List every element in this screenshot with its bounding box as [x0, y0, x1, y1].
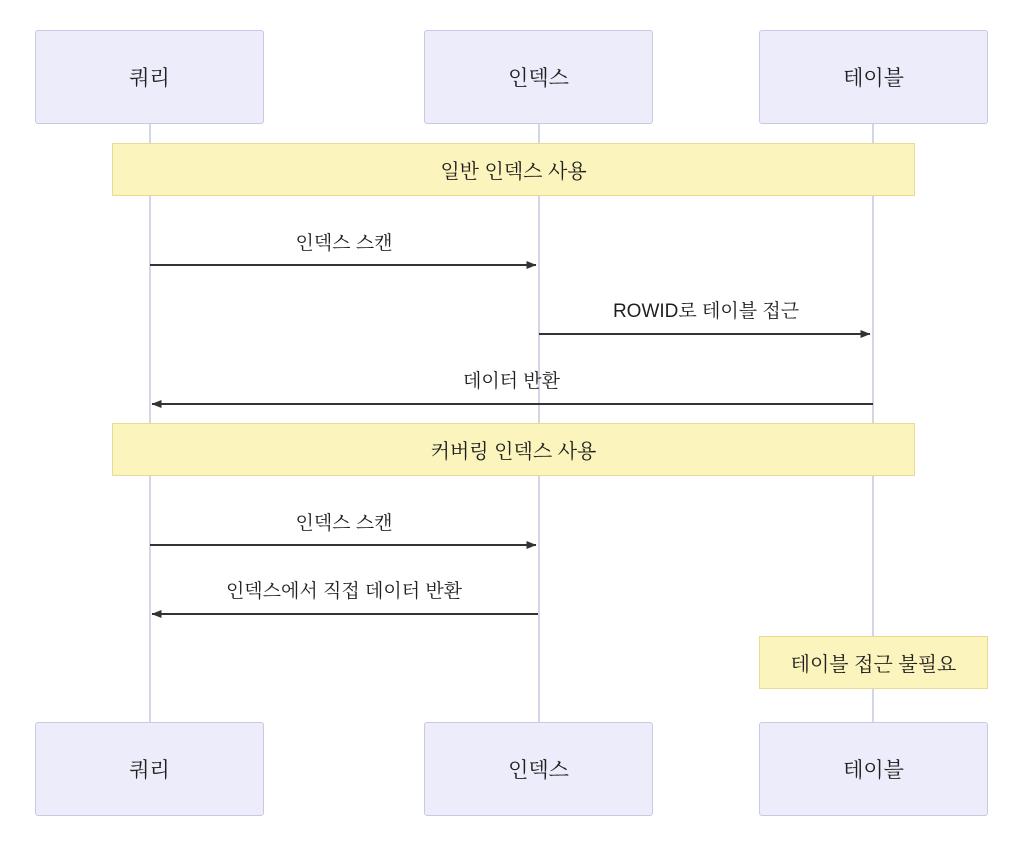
message-label-return-data: 데이터 반환	[462, 371, 561, 392]
message-label-index-scan-2: 인덱스 스캔	[295, 513, 393, 534]
note-label: 테이블 접근 불필요	[790, 654, 957, 676]
note-band-normal-index	[112, 143, 915, 196]
note-no-table-access	[759, 636, 988, 689]
participant-table-top[interactable]	[759, 30, 988, 124]
message-label-index-scan-1: 인덱스 스캔	[295, 233, 393, 254]
participant-label: 테이블	[843, 759, 904, 782]
participant-label: 테이블	[843, 67, 904, 90]
participant-query-top[interactable]	[35, 30, 264, 124]
participant-label: 쿼리	[129, 67, 170, 90]
message-label-rowid-table-access: ROWID로 테이블 접근	[612, 301, 800, 322]
participant-index-bottom[interactable]	[424, 722, 653, 816]
participant-index-top[interactable]	[424, 30, 653, 124]
note-band-label: 커버링 인덱스 사용	[430, 441, 597, 463]
participant-label: 쿼리	[129, 759, 170, 782]
participant-label: 인덱스	[508, 67, 569, 90]
note-band-covering-index	[112, 423, 915, 476]
participant-query-bottom[interactable]	[35, 722, 264, 816]
participant-label: 인덱스	[508, 759, 569, 782]
message-label-return-from-index: 인덱스에서 직접 데이터 반환	[225, 581, 463, 602]
note-band-label: 일반 인덱스 사용	[440, 161, 587, 183]
participant-table-bottom[interactable]	[759, 722, 988, 816]
